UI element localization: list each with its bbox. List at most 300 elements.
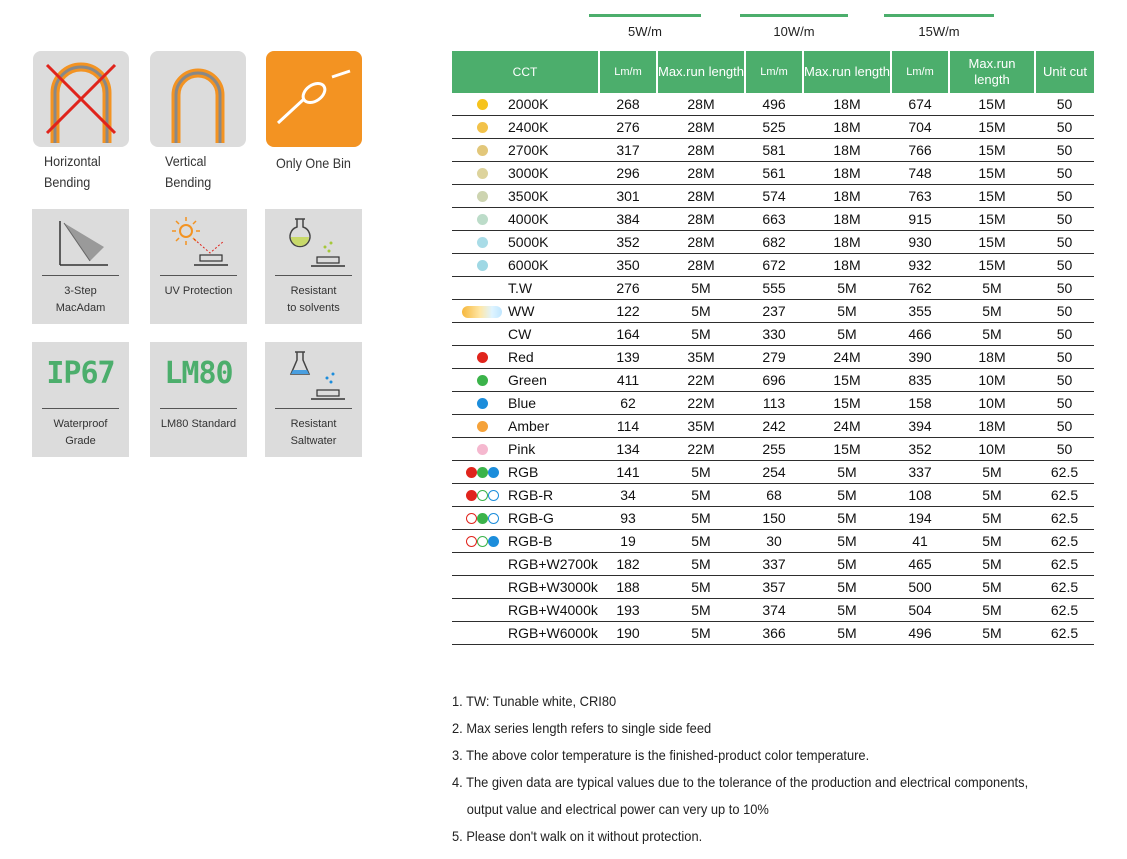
tunable-white-icon [462, 306, 502, 318]
value-cell: 62.5 [1035, 484, 1094, 507]
value-cell: 35M [657, 346, 745, 369]
value-cell: 50 [1035, 231, 1094, 254]
color-marker [456, 464, 508, 480]
value-cell: 50 [1035, 300, 1094, 323]
cct-label: RGB+W4000k [508, 602, 598, 618]
cct-label: RGB+W3000k [508, 579, 598, 595]
value-cell: 50 [1035, 346, 1094, 369]
value-cell: 500 [891, 576, 949, 599]
value-cell: 10M [949, 438, 1035, 461]
color-marker [456, 211, 508, 227]
table-row [452, 300, 1094, 323]
group-header-5w [589, 14, 701, 38]
value-cell: 194 [891, 507, 949, 530]
value-cell: 5M [657, 576, 745, 599]
value-cell: 5M [949, 622, 1035, 645]
value-cell: 50 [1035, 185, 1094, 208]
value-cell: 5M [803, 484, 891, 507]
color-marker [456, 257, 508, 273]
cct-label: 3000K [508, 165, 549, 181]
cct-cell [452, 576, 599, 599]
value-cell: 696 [745, 369, 803, 392]
value-cell: 682 [745, 231, 803, 254]
note-4: 4. The given data are typical values due to the tolerance of the production and electrical components, [452, 774, 1029, 790]
cct-label: Amber [508, 418, 550, 434]
value-cell: 28M [657, 116, 745, 139]
color-marker [456, 533, 508, 549]
table-row [452, 208, 1094, 231]
value-cell: 10M [949, 369, 1035, 392]
cct-cell [452, 392, 599, 415]
value-cell: 5M [803, 530, 891, 553]
header-maxrun: Max.run length [657, 51, 745, 93]
value-cell: 50 [1035, 162, 1094, 185]
value-cell: 62.5 [1035, 507, 1094, 530]
value-cell: 35M [657, 415, 745, 438]
note-3: 3. The above color temperature is the finished-product color temperature. [452, 747, 870, 763]
value-cell: 663 [745, 208, 803, 231]
value-cell: 34 [599, 484, 657, 507]
cct-cell [452, 484, 599, 507]
value-cell: 62 [599, 392, 657, 415]
value-cell: 5M [657, 484, 745, 507]
value-cell: 561 [745, 162, 803, 185]
color-marker [456, 441, 508, 457]
value-cell: 525 [745, 116, 803, 139]
cct-label: RGB+W2700k [508, 556, 598, 572]
value-cell: 62.5 [1035, 599, 1094, 622]
one-bin-tile [266, 51, 362, 147]
cct-cell [452, 208, 599, 231]
value-cell: 62.5 [1035, 553, 1094, 576]
value-cell: 581 [745, 139, 803, 162]
value-cell: 5M [803, 622, 891, 645]
value-cell: 41 [891, 530, 949, 553]
cct-label: RGB-R [508, 487, 554, 503]
value-cell: 50 [1035, 438, 1094, 461]
value-cell: 5M [657, 507, 745, 530]
color-dot-icon [477, 536, 488, 547]
color-dot-icon [477, 168, 488, 179]
value-cell: 466 [891, 323, 949, 346]
table-row [452, 346, 1094, 369]
color-dot-icon [477, 375, 488, 386]
color-marker [456, 188, 508, 204]
cct-label: T.W [508, 280, 533, 296]
table-row [452, 507, 1094, 530]
value-cell: 10M [949, 392, 1035, 415]
value-cell: 28M [657, 254, 745, 277]
value-cell: 5M [949, 599, 1035, 622]
table-row [452, 392, 1094, 415]
ip67-tile [32, 342, 129, 457]
value-cell: 762 [891, 277, 949, 300]
saltwater-label: Resistant Saltwater [290, 418, 337, 447]
table-row [452, 415, 1094, 438]
sun-icon [150, 209, 247, 275]
header-maxrun: Max.run length [803, 51, 891, 93]
value-cell: 62.5 [1035, 461, 1094, 484]
value-cell: 190 [599, 622, 657, 645]
group-label: 15W/m [918, 24, 960, 39]
value-cell: 50 [1035, 277, 1094, 300]
color-dot-icon [477, 145, 488, 156]
cct-cell [452, 231, 599, 254]
value-cell: 5M [803, 323, 891, 346]
value-cell: 28M [657, 208, 745, 231]
group-header-10w [740, 14, 848, 38]
value-cell: 5M [657, 553, 745, 576]
cct-label: 4000K [508, 211, 549, 227]
value-cell: 50 [1035, 323, 1094, 346]
value-cell: 68 [745, 484, 803, 507]
value-cell: 62.5 [1035, 622, 1094, 645]
group-header-15w [884, 14, 994, 38]
value-cell: 164 [599, 323, 657, 346]
value-cell: 5M [803, 507, 891, 530]
value-cell: 150 [745, 507, 803, 530]
value-cell: 62.5 [1035, 530, 1094, 553]
horizontal-bending-label: Horizontal Bending [44, 153, 101, 190]
color-dot-icon [477, 398, 488, 409]
cct-cell [452, 530, 599, 553]
horizontal-bending-icon [33, 51, 129, 147]
value-cell: 18M [803, 93, 891, 116]
color-marker [456, 142, 508, 158]
value-cell: 50 [1035, 116, 1094, 139]
color-dot-icon [477, 237, 488, 248]
value-cell: 5M [949, 300, 1035, 323]
color-marker [456, 119, 508, 135]
color-marker [456, 349, 508, 365]
cct-cell [452, 622, 599, 645]
solvents-tile [265, 209, 362, 324]
value-cell: 352 [599, 231, 657, 254]
value-cell: 255 [745, 438, 803, 461]
value-cell: 122 [599, 300, 657, 323]
value-cell: 496 [745, 93, 803, 116]
cct-label: RGB [508, 464, 539, 480]
value-cell: 496 [891, 622, 949, 645]
value-cell: 5M [949, 530, 1035, 553]
cct-cell [452, 300, 599, 323]
value-cell: 15M [949, 116, 1035, 139]
value-cell: 352 [891, 438, 949, 461]
color-marker [456, 303, 508, 319]
table-row [452, 277, 1094, 300]
table-row [452, 438, 1094, 461]
divider [160, 408, 237, 409]
value-cell: 366 [745, 622, 803, 645]
table-row [452, 231, 1094, 254]
cct-label: RGB-B [508, 533, 553, 549]
macadam-label: 3-Step MacAdam [55, 285, 106, 314]
header-maxrun: Max.run length [949, 51, 1035, 93]
cct-cell [452, 93, 599, 116]
table-row [452, 185, 1094, 208]
value-cell: 18M [803, 116, 891, 139]
flask-icon [265, 209, 362, 275]
one-bin-icon [266, 51, 362, 147]
one-bin-label: Only One Bin [276, 155, 351, 171]
table-row [452, 139, 1094, 162]
header-unit-cut: Unit cut [1035, 51, 1094, 93]
value-cell: 465 [891, 553, 949, 576]
value-cell: 22M [657, 438, 745, 461]
value-cell: 5M [657, 599, 745, 622]
cct-label: 3500K [508, 188, 549, 204]
value-cell: 5M [949, 484, 1035, 507]
value-cell: 28M [657, 93, 745, 116]
value-cell: 193 [599, 599, 657, 622]
color-dot-icon [488, 490, 499, 501]
value-cell: 18M [949, 415, 1035, 438]
value-cell: 242 [745, 415, 803, 438]
note-2: 2. Max series length refers to single side feed [452, 720, 712, 736]
value-cell: 5M [949, 576, 1035, 599]
color-dot-icon [477, 122, 488, 133]
cct-label: 2700K [508, 142, 549, 158]
note-5: 5. Please don't walk on it without protection. [452, 828, 703, 844]
cct-cell [452, 507, 599, 530]
value-cell: 337 [745, 553, 803, 576]
table-row [452, 553, 1094, 576]
color-dot-icon [477, 214, 488, 225]
value-cell: 15M [949, 93, 1035, 116]
cct-cell [452, 438, 599, 461]
vertical-bending-label: Vertical Bending [165, 153, 212, 190]
value-cell: 114 [599, 415, 657, 438]
vertical-bending-icon [150, 51, 246, 147]
cct-cell [452, 116, 599, 139]
value-cell: 5M [949, 507, 1035, 530]
value-cell: 5M [949, 461, 1035, 484]
value-cell: 139 [599, 346, 657, 369]
value-cell: 748 [891, 162, 949, 185]
color-marker [456, 234, 508, 250]
value-cell: 330 [745, 323, 803, 346]
lm80-badge: LM80 [164, 356, 233, 391]
value-cell: 22M [657, 369, 745, 392]
value-cell: 411 [599, 369, 657, 392]
value-cell: 18M [803, 162, 891, 185]
table-row [452, 254, 1094, 277]
value-cell: 18M [803, 231, 891, 254]
table-row [452, 461, 1094, 484]
value-cell: 237 [745, 300, 803, 323]
value-cell: 390 [891, 346, 949, 369]
value-cell: 50 [1035, 392, 1094, 415]
value-cell: 50 [1035, 139, 1094, 162]
value-cell: 674 [891, 93, 949, 116]
horizontal-bending-tile [33, 51, 129, 147]
value-cell: 18M [803, 208, 891, 231]
value-cell: 317 [599, 139, 657, 162]
value-cell: 301 [599, 185, 657, 208]
lm80-label: LM80 Standard [160, 418, 237, 430]
value-cell: 182 [599, 553, 657, 576]
value-cell: 24M [803, 346, 891, 369]
uv-label: UV Protection [164, 285, 233, 297]
divider [42, 408, 119, 409]
value-cell: 5M [657, 622, 745, 645]
cct-cell [452, 323, 599, 346]
cct-label: 2400K [508, 119, 549, 135]
table-row [452, 369, 1094, 392]
value-cell: 188 [599, 576, 657, 599]
value-cell: 279 [745, 346, 803, 369]
lm80-tile [150, 342, 247, 457]
cct-cell [452, 369, 599, 392]
cct-cell [452, 599, 599, 622]
value-cell: 24M [803, 415, 891, 438]
value-cell: 5M [949, 277, 1035, 300]
color-dot-icon [466, 467, 477, 478]
header-lm: Lm/m [599, 51, 657, 93]
value-cell: 5M [657, 300, 745, 323]
cct-cell [452, 553, 599, 576]
value-cell: 930 [891, 231, 949, 254]
color-dot-icon [466, 513, 477, 524]
cct-cell [452, 185, 599, 208]
header-lm: Lm/m [745, 51, 803, 93]
table-row [452, 530, 1094, 553]
cct-label: WW [508, 303, 535, 319]
value-cell: 5M [803, 553, 891, 576]
cct-cell [452, 254, 599, 277]
color-dot-icon [477, 513, 488, 524]
color-dot-icon [477, 421, 488, 432]
table-row [452, 323, 1094, 346]
value-cell: 18M [803, 139, 891, 162]
color-marker [456, 510, 508, 526]
cct-label: Red [508, 349, 534, 365]
value-cell: 5M [803, 300, 891, 323]
value-cell: 5M [949, 553, 1035, 576]
cct-label: Green [508, 372, 547, 388]
value-cell: 62.5 [1035, 576, 1094, 599]
divider [42, 275, 119, 276]
cct-label: 6000K [508, 257, 549, 273]
value-cell: 350 [599, 254, 657, 277]
value-cell: 932 [891, 254, 949, 277]
value-cell: 5M [949, 323, 1035, 346]
value-cell: 30 [745, 530, 803, 553]
macadam-icon [32, 209, 129, 275]
table-row [452, 116, 1094, 139]
value-cell: 22M [657, 392, 745, 415]
value-cell: 763 [891, 185, 949, 208]
color-marker [456, 487, 508, 503]
table-header-row [452, 51, 1094, 93]
spec-table [452, 51, 1094, 645]
value-cell: 15M [949, 208, 1035, 231]
group-label: 10W/m [773, 24, 815, 39]
table-row [452, 162, 1094, 185]
value-cell: 134 [599, 438, 657, 461]
color-dot-icon [488, 467, 499, 478]
uv-tile [150, 209, 247, 324]
value-cell: 672 [745, 254, 803, 277]
value-cell: 5M [803, 599, 891, 622]
table-row [452, 622, 1094, 645]
value-cell: 268 [599, 93, 657, 116]
cct-label: RGB-G [508, 510, 554, 526]
ip67-badge: IP67 [46, 356, 115, 391]
header-cct: CCT [452, 51, 599, 93]
value-cell: 5M [657, 461, 745, 484]
value-cell: 18M [949, 346, 1035, 369]
value-cell: 5M [657, 530, 745, 553]
value-cell: 574 [745, 185, 803, 208]
value-cell: 15M [949, 139, 1035, 162]
value-cell: 276 [599, 277, 657, 300]
value-cell: 15M [949, 254, 1035, 277]
solvents-label: Resistant to solvents [287, 285, 340, 314]
color-dot-icon [477, 191, 488, 202]
color-dot-icon [488, 536, 499, 547]
value-cell: 704 [891, 116, 949, 139]
color-marker [456, 395, 508, 411]
cct-cell [452, 139, 599, 162]
value-cell: 50 [1035, 208, 1094, 231]
cct-label: 5000K [508, 234, 549, 250]
table-row [452, 93, 1094, 116]
value-cell: 357 [745, 576, 803, 599]
cct-label: CW [508, 326, 532, 342]
divider [275, 408, 352, 409]
value-cell: 5M [657, 277, 745, 300]
color-dot-icon [477, 99, 488, 110]
group-label: 5W/m [628, 24, 662, 39]
value-cell: 158 [891, 392, 949, 415]
notes [452, 688, 1078, 850]
table-row [452, 576, 1094, 599]
divider [275, 275, 352, 276]
value-cell: 394 [891, 415, 949, 438]
table-row [452, 599, 1094, 622]
vertical-bending-tile [150, 51, 246, 147]
value-cell: 915 [891, 208, 949, 231]
value-cell: 113 [745, 392, 803, 415]
value-cell: 337 [891, 461, 949, 484]
cct-label: Pink [508, 441, 536, 457]
value-cell: 766 [891, 139, 949, 162]
value-cell: 28M [657, 162, 745, 185]
ip67-label: Waterproof Grade [53, 418, 108, 447]
color-marker [456, 165, 508, 181]
color-dot-icon [488, 513, 499, 524]
value-cell: 15M [803, 438, 891, 461]
color-marker [456, 372, 508, 388]
table-row [452, 484, 1094, 507]
color-dot-icon [466, 536, 477, 547]
color-dot-icon [477, 260, 488, 271]
value-cell: 374 [745, 599, 803, 622]
value-cell: 5M [803, 576, 891, 599]
color-marker [456, 96, 508, 112]
cct-label: 2000K [508, 96, 549, 112]
cct-cell [452, 461, 599, 484]
value-cell: 384 [599, 208, 657, 231]
color-dot-icon [477, 490, 488, 501]
saltwater-flask-icon [265, 342, 362, 408]
value-cell: 28M [657, 231, 745, 254]
note-4-continued: output value and electrical power can very up to 10% [466, 801, 769, 817]
value-cell: 15M [803, 369, 891, 392]
value-cell: 93 [599, 507, 657, 530]
cct-cell [452, 415, 599, 438]
